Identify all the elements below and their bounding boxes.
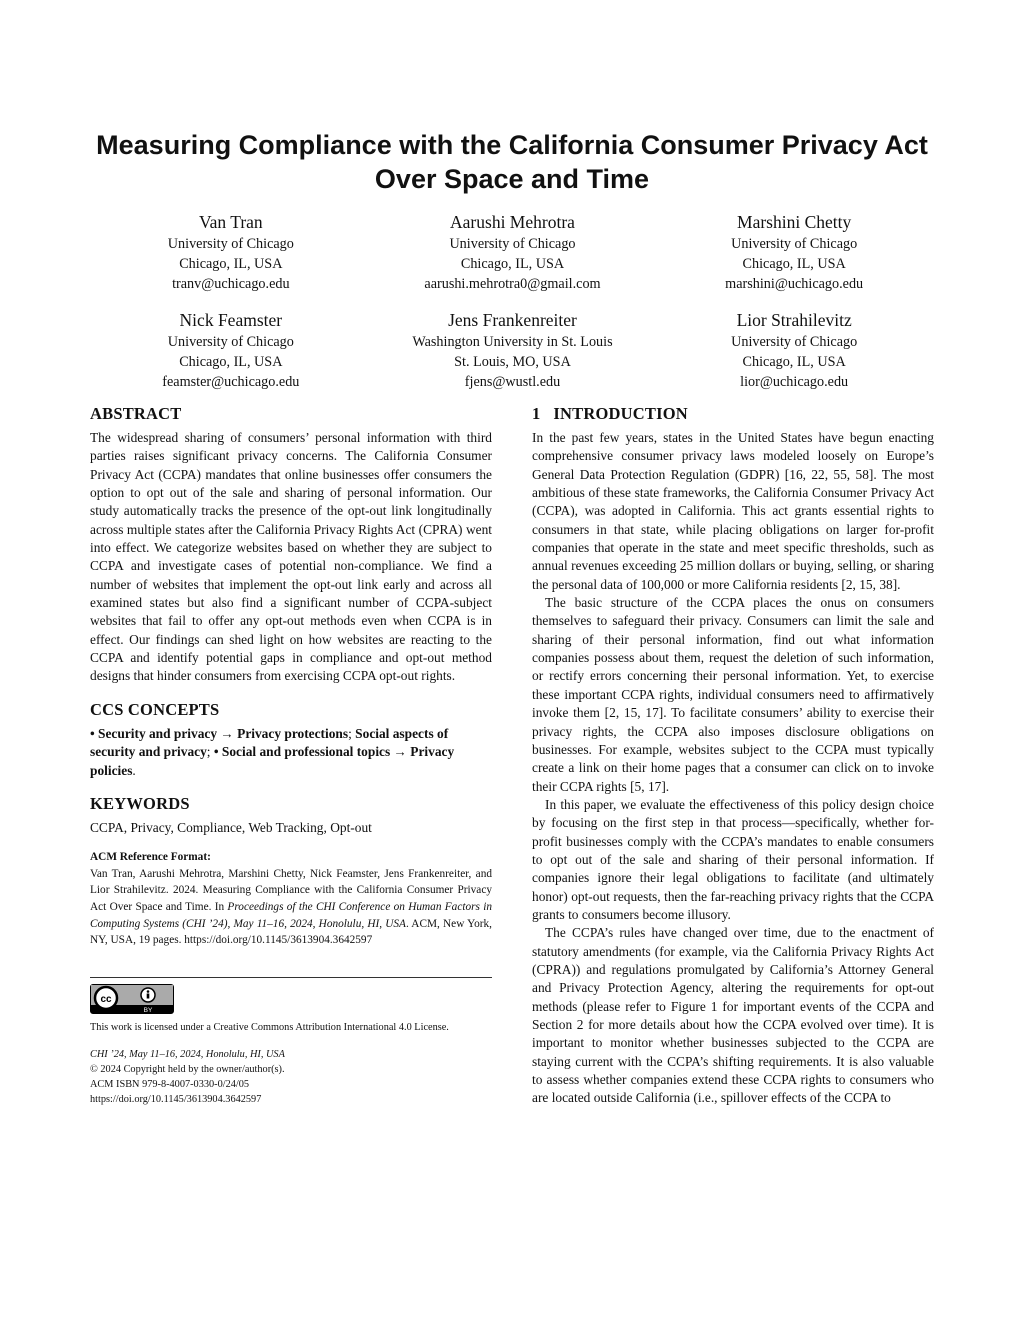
ccs-heading: CCS CONCEPTS [90, 699, 220, 719]
separator: ; [348, 725, 356, 741]
separator: . [132, 762, 136, 778]
author [90, 210, 372, 294]
doi-link[interactable]: https://doi.org/10.1145/3613904.3642597 [90, 1094, 262, 1106]
acm-reference [90, 849, 492, 949]
cc-logo-icon [91, 985, 173, 1013]
keywords-section [90, 793, 492, 837]
intro-paragraph: In this paper, we evaluate the effectiveness of this policy design choice by focusing on the first step in that process—specifically, whether for-profit businesses comply with the CCPA’s mandates to enable consumers to opt out of the sale and sharing of their personal information. If companies ignore their legal obligations to facilitate (and ultimately honor) opt-out requests, then the far-reaching privacy rights that the CCPA grants to consumers become illusory. [532, 796, 934, 922]
author-row [90, 308, 935, 392]
copyright-line: © 2024 Copyright held by the owner/author(s). [90, 1064, 285, 1076]
author [653, 210, 935, 294]
author-affiliation: University of Chicago [731, 334, 858, 350]
abstract-text: The widespread sharing of consumers’ personal information with third parties raises significant privacy concerns. The California Consumer Privacy Act (CCPA) mandates that online businesses offer consumers the option to opt out of the sale and sharing of personal information. Our study automatically tracks the presence of the opt-out link longitudinally across multiple states after the California Privacy Rights Act (CPRA) went into effect. We categorize websites based on whether they are subject to CCPA and investigate cases of potential non-compliance. We find a number of websites that implement the opt-out link early and across all examined states but also find a significant number of CCPA-subject websites that fail to offer any opt-out methods even when CCPA is in effect. Our findings can shed light on how websites are reacting to the CCPA and identify potential gaps in compliance and opt-out method designs that hinder consumers from exercising CCPA opt-out rights. [90, 430, 492, 684]
conference-info [90, 1047, 492, 1107]
ccs-concept: Social aspects of security and privacy [90, 725, 449, 760]
author-location: Chicago, IL, USA [179, 256, 283, 272]
footnote-rule [90, 977, 492, 978]
paper-title [60, 128, 964, 196]
abstract-heading: ABSTRACT [90, 404, 182, 423]
cc-by-license-badge [90, 984, 174, 1014]
title-line: Measuring Compliance with the California Consumer Privacy Act [96, 130, 928, 160]
svg-text:BY: BY [143, 1006, 153, 1013]
intro-paragraph: In the past few years, states in the United States have begun enacting comprehensive consumer privacy laws modeled loosely on Europe’s General Data Protection Regulation (GDPR) [16, 22, 55, 58]. The most ambitious of these state frameworks, the California Consumer Privacy Act (CCPA), was adopted in California. This act grants essential rights to consumers in that state, while placing obligations on larger for-profit companies that operate in the state and meet specific thresholds, such as annual revenues exceeding 25 million dollars or buying, selling, or sharing the personal data of 100,000 or more California residents [2, 15, 38]. [532, 430, 934, 592]
author-affiliation: University of Chicago [167, 236, 294, 252]
author-name: Aarushi Mehrotra [450, 212, 575, 232]
right-column [532, 403, 934, 1108]
author-email: fjens@wustl.edu [464, 374, 561, 390]
reference-text: . ACM, New York, NY, USA, 19 pages. https://doi.org/10.1145/3613904.3642597 [90, 917, 492, 947]
keywords-heading: KEYWORDS [90, 793, 190, 813]
author-email: marshini@uchicago.edu [725, 276, 864, 292]
author [372, 308, 654, 392]
ccs-text [90, 725, 492, 780]
author-name: Marshini Chetty [737, 212, 852, 232]
author-location: Chicago, IL, USA [460, 256, 565, 272]
author-name: Jens Frankenreiter [448, 310, 577, 330]
author-location: Chicago, IL, USA [742, 354, 846, 370]
intro-paragraph: The basic structure of the CCPA places the onus on consumers themselves to safeguard their privacy. Consumers can limit the sale and sharing of their personal information, find out what information companies possess about them, request the deletion of such information, or rectify errors concerning their personal information. Yet, to exercise these important CCPA rights, individual consumers need to affirmatively invoke them [2, 15, 17]. To facilitate consumers’ ability to exercise their privacy rights, the CCPA also imposes disclosure obligations on businesses. For example, websites subject to the CCPA must typically create a link on their home pages that a consumer can click on to invoke their CCPA rights [5, 17]. [532, 595, 934, 794]
conference-line: CHI ’24, May 11–16, 2024, Honolulu, HI, USA [90, 1049, 285, 1061]
author-name: Nick Feamster [179, 310, 283, 330]
author-row [90, 210, 935, 294]
license-text: This work is licensed under a Creative Commons Attribution International 4.0 License. [90, 1022, 449, 1034]
introduction-heading: 1 INTRODUCTION [532, 404, 688, 423]
isbn-line: ACM ISBN 979-8-4007-0330-0/24/05 [90, 1079, 250, 1091]
left-column [90, 403, 492, 1107]
intro-paragraph: The CCPA’s rules have changed over time, due to the enactment of statutory amendments (for example, via the California Privacy Rights Act (CPRA)) and regulations promulgated by California’s Attorney General and Privacy Protection Agency, altering the requirements for opt-out methods (please refer to Figure 1 for important events of the CCPA and Section 2 for more details about how the CCPA evolved over time). It is important to monitor whether businesses subjected to the CCPA are staying current with the CCPA’s shifting requirements. It is also valuable to assess whether companies extend these CCPA rights to consumers who are located outside California (i.e., spillover effects of the CCPA to [532, 925, 934, 1106]
reference-text: Van Tran, Aarushi Mehrotra, Marshini Chetty, Nick Feamster, Jens Frankenreiter, and Lior Strahilevitz. 2024. Measuring Compliance with the California Consumer Privacy Act Over Space and Time. In [90, 867, 492, 913]
ccs-concept: • Social and professional topics → Privacy policies [90, 744, 455, 778]
author [90, 308, 372, 392]
author-email: lior@uchicago.edu [740, 374, 849, 390]
author-affiliation: University of Chicago [449, 236, 576, 252]
author-name: Van Tran [198, 212, 263, 232]
author-email: feamster@uchicago.edu [162, 374, 300, 390]
author [653, 308, 935, 392]
author-affiliation: Washington University in St. Louis [412, 334, 613, 350]
author-affiliation: University of Chicago [731, 236, 858, 252]
author-name: Lior Strahilevitz [736, 310, 852, 330]
reference-venue: Proceedings of the CHI Conference on Human Factors in Computing Systems (CHI ’24), May 11–16, 2024, Honolulu, HI, USA [90, 900, 492, 930]
ccs-section [90, 699, 492, 780]
keywords-text: CCPA, Privacy, Compliance, Web Tracking, Opt-out [90, 819, 372, 835]
title-line: Over Space and Time [374, 164, 650, 194]
author-location: Chicago, IL, USA [742, 256, 846, 272]
author-location: Chicago, IL, USA [179, 354, 283, 370]
author-email: tranv@uchicago.edu [172, 276, 290, 292]
ccs-concept: • Security and privacy → Privacy protections [90, 725, 349, 741]
reference-heading: ACM Reference Format: [90, 851, 211, 864]
separator: ; [206, 744, 214, 760]
svg-text:cc: cc [100, 993, 112, 1005]
author [372, 210, 654, 294]
author-location: St. Louis, MO, USA [454, 354, 571, 370]
author-affiliation: University of Chicago [167, 334, 294, 350]
author-email: aarushi.mehrotra0@gmail.com [424, 276, 601, 292]
